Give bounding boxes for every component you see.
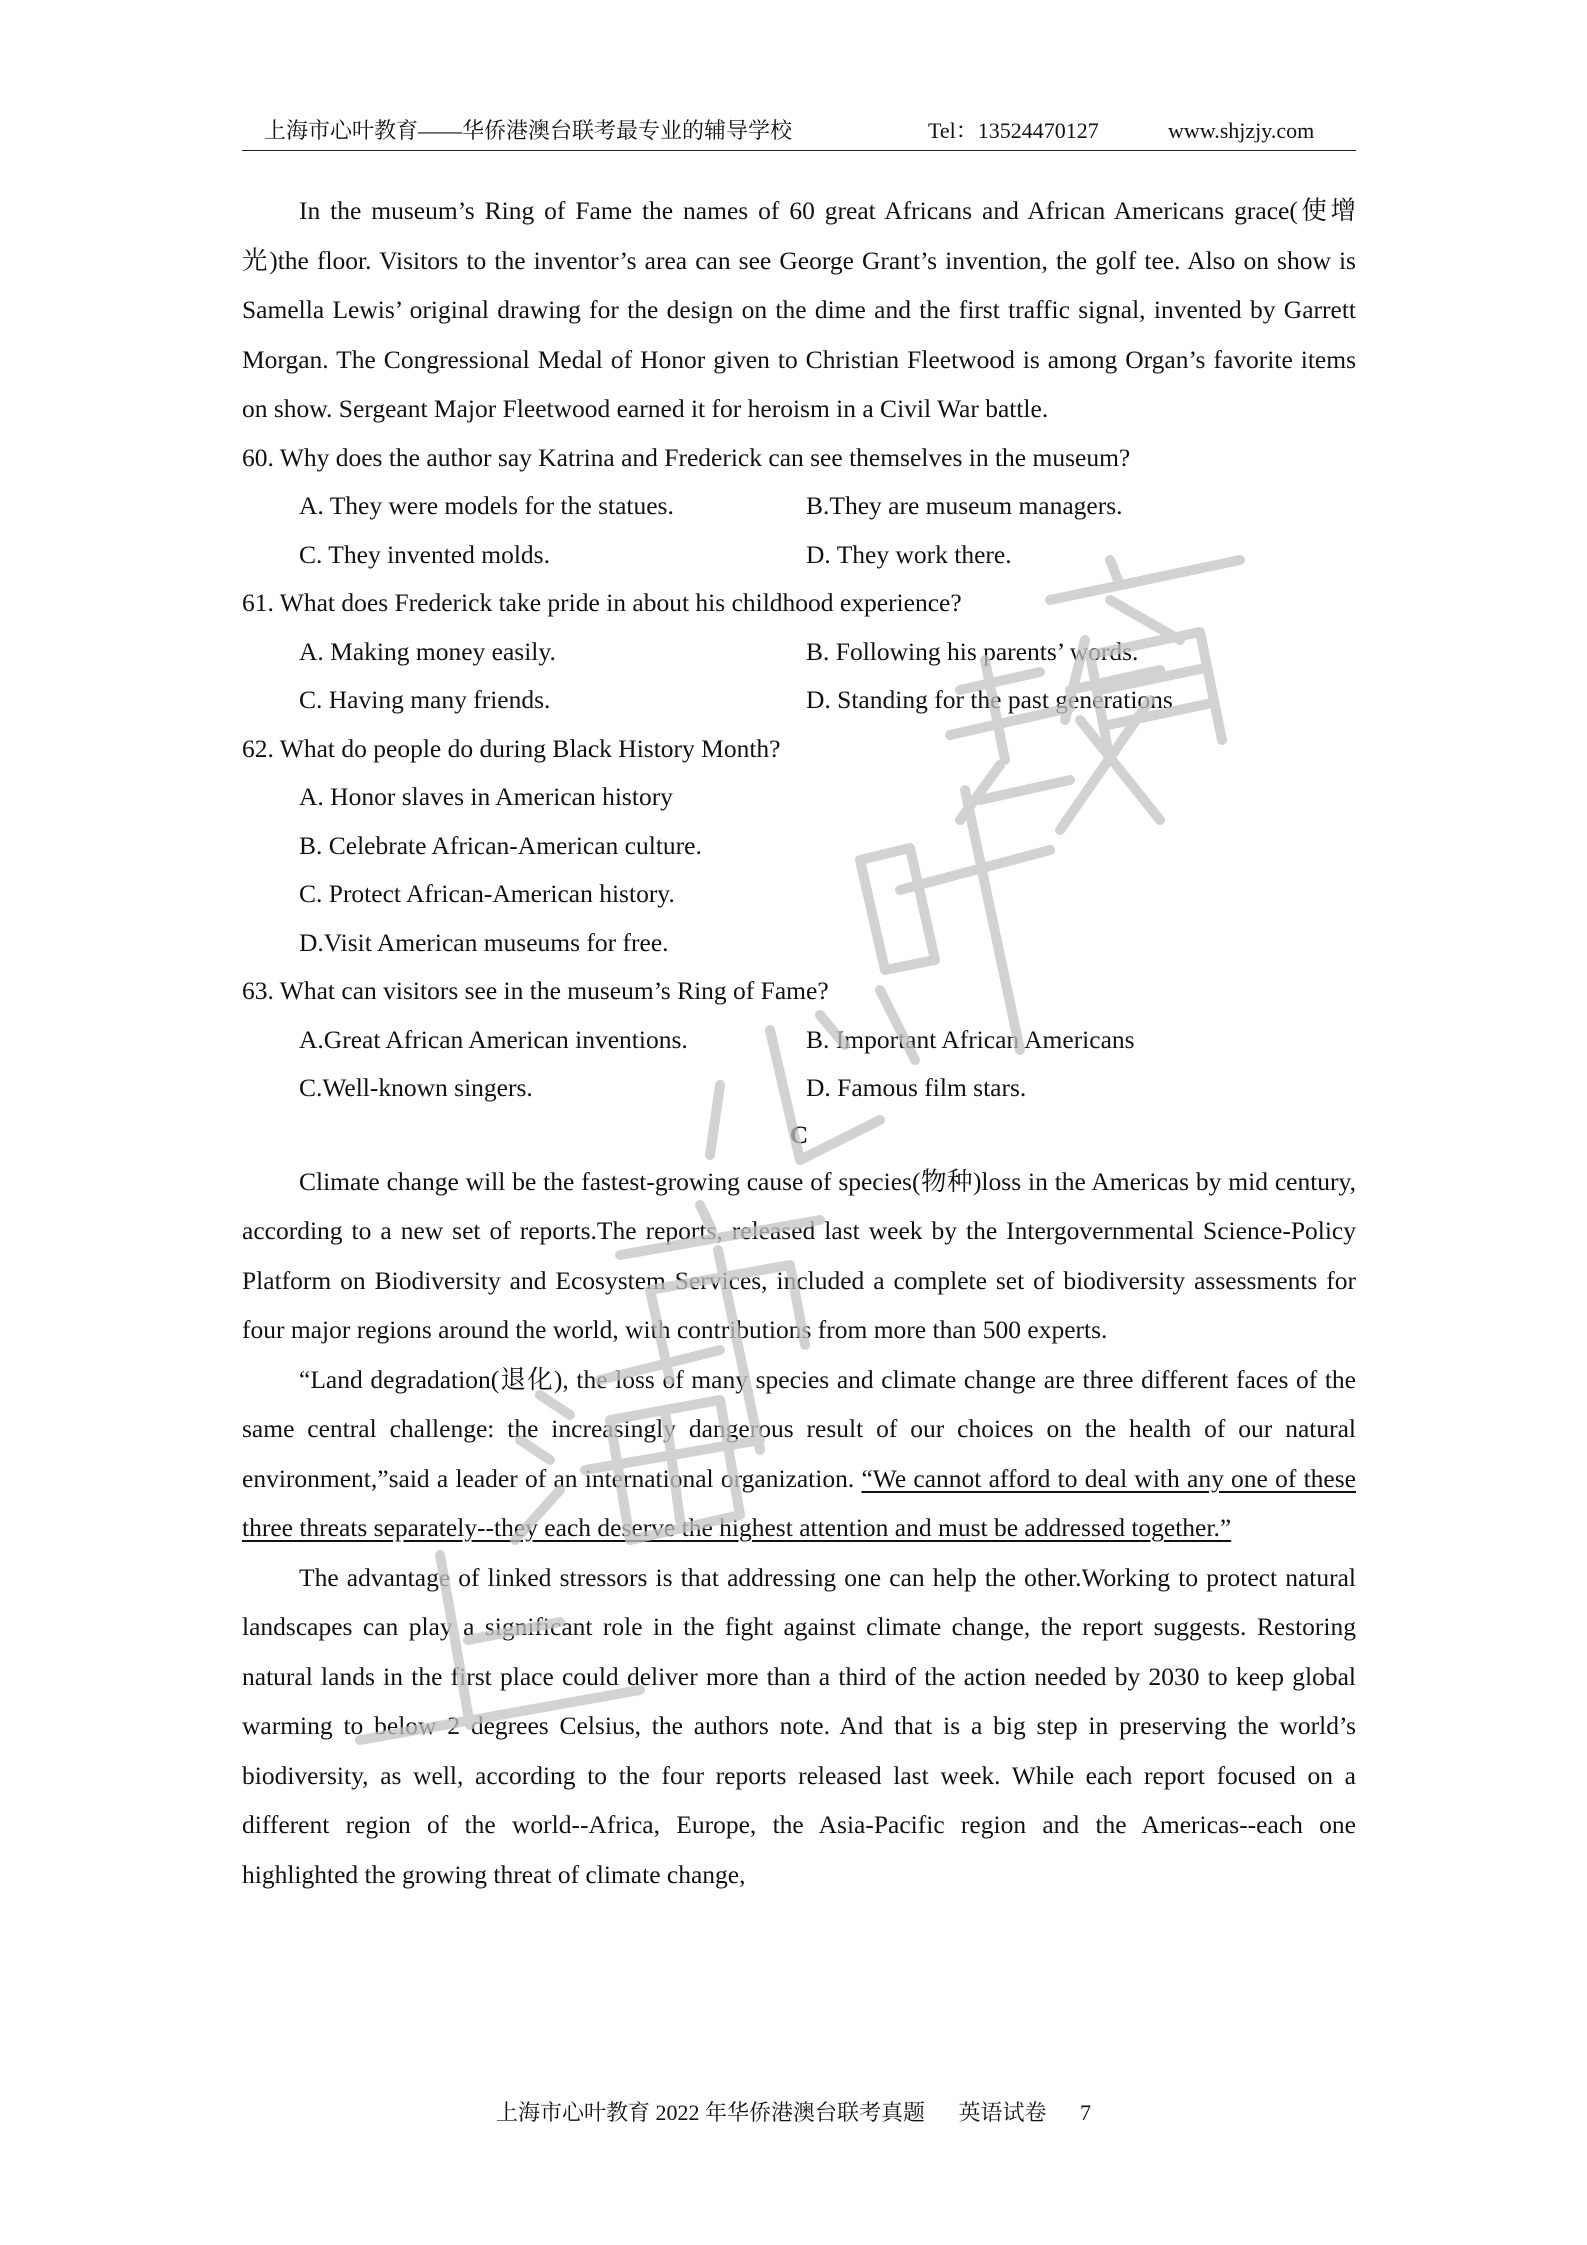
page-content xyxy=(242,186,1356,1899)
header-website: www.shjzjy.com xyxy=(1168,118,1315,143)
question-stem: 63. What can visitors see in the museum’s Ring of Fame? xyxy=(242,976,829,1005)
option-b: B. Important African Americans xyxy=(806,1024,1135,1054)
option-d: D.Visit American museums for free. xyxy=(299,927,669,957)
option-row xyxy=(242,1064,1356,1113)
option-c: C. Having many friends. xyxy=(299,685,551,714)
footer-page-number: 7 xyxy=(1080,2100,1092,2125)
footer-exam-title: 上海市心叶教育 2022 年华侨港澳台联考真题 xyxy=(495,2100,925,2125)
option-a: A.Great African American inventions. xyxy=(299,1024,688,1054)
question-60 xyxy=(242,434,1356,580)
footer-subject: 英语试卷 xyxy=(958,2100,1047,2125)
option-c: C. Protect African-American history. xyxy=(299,879,675,908)
paragraph-text: “Land degradation(退化), the loss of many species and climate change are three different faces of the same central challenge: the increasingly dangerous result of our choices on the health of our natural environment,”said a leader of an international organization. xyxy=(242,1364,1356,1493)
option-c: C. They invented molds. xyxy=(299,539,550,569)
section-c-heading: C xyxy=(789,1119,809,1149)
option-a: A. They were models for the statues. xyxy=(299,491,674,520)
header-telephone: Tel：13524470127 xyxy=(928,118,1099,143)
section-c-paragraph-1: Climate change will be the fastest-growing cause of species(物种)loss in the Americas by mid century, according to a new set of reports.The reports, released last week by the Intergovernmental Science-Policy Platform on Biodiversity and Ecosystem Services, included a complete set of biodiversity assessments for four major regions around the world, with contributions from more than 500 experts. xyxy=(242,1166,1356,1344)
question-63 xyxy=(242,967,1356,1113)
option-c: C.Well-known singers. xyxy=(299,1073,533,1102)
question-stem: 60. Why does the author say Katrina and Frederick can see themselves in the museum? xyxy=(242,442,1131,472)
option-d: D. They work there. xyxy=(806,539,1012,569)
question-stem: 62. What do people do during Black History Month? xyxy=(242,733,781,763)
underlined-quote: “We cannot afford to deal with any one of these three threats separately--they each deserve the highest attention and must be addressed together.” xyxy=(242,1463,1356,1542)
passage-b-final-paragraph: In the museum’s Ring of Fame the names of 60 great Africans and African Americans grace(使增光)the floor. Visitors to the inventor’s area can see George Grant’s invention, the golf tee. Also on show is Samella Lewis’ original drawing for the design on the dime and the first traffic signal, invented by Garrett Morgan. The Congressional Medal of Honor given to Christian Fleetwood is among Organ’s favorite items on show. Sergeant Major Fleetwood earned it for heroism in a Civil War battle. xyxy=(242,196,1356,423)
option-row xyxy=(242,1016,1356,1065)
option-row xyxy=(242,531,1356,580)
page-footer xyxy=(0,2098,1587,2128)
option-row xyxy=(242,676,1356,725)
option-d: D. Famous film stars. xyxy=(806,1073,1027,1102)
option-row xyxy=(242,482,1356,531)
option-b: B. Celebrate African-American culture. xyxy=(299,830,702,860)
question-62 xyxy=(242,725,1356,968)
option-b: B.They are museum managers. xyxy=(806,491,1123,520)
option-row xyxy=(242,628,1356,677)
question-61 xyxy=(242,579,1356,725)
question-stem: 61. What does Frederick take pride in about his childhood experience? xyxy=(242,588,962,617)
option-a: A. Honor slaves in American history xyxy=(299,782,673,811)
page-header xyxy=(242,116,1356,151)
option-a: A. Making money easily. xyxy=(299,636,556,666)
section-c-paragraph-3: The advantage of linked stressors is that addressing one can help the other.Working to protect natural landscapes can play a significant role in the fight against climate change, the report suggests. Restoring natural lands in the first place could deliver more than a third of the action needed by 2030 to keep global warming to below 2 degrees Celsius, the authors note. And that is a big step in preserving the world’s biodiversity, as well, according to the four reports released last week. While each report focused on a different region of the world--Africa, Europe, the Asia-Pacific region and the Americas--each one highlighted the growing threat of climate change, xyxy=(242,1562,1356,1889)
header-school-name: 上海市心叶教育——华侨港澳台联考最专业的辅导学校 xyxy=(264,118,793,143)
section-c-paragraph-2 xyxy=(242,1355,1356,1553)
option-d: D. Standing for the past generations xyxy=(806,685,1173,714)
option-b: B. Following his parents’ words. xyxy=(806,636,1139,666)
